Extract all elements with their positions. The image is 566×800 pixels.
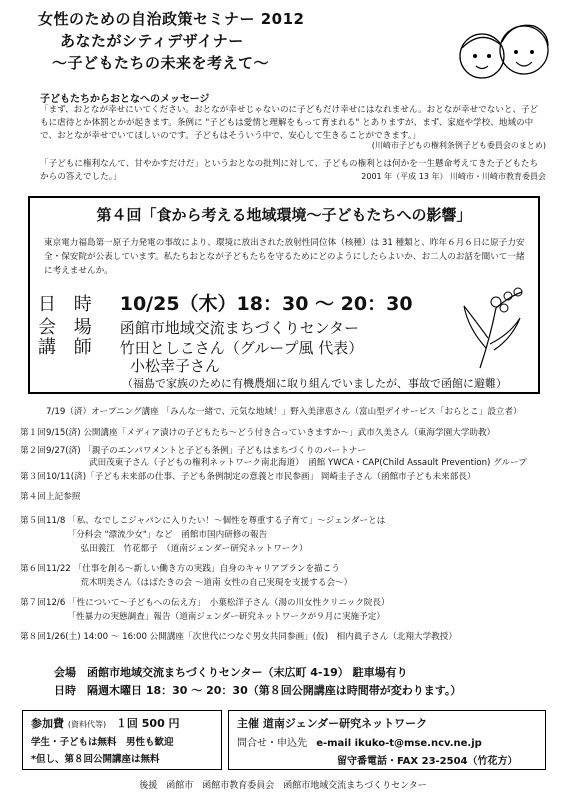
schedule-row [20, 562, 340, 574]
schedule-row [20, 405, 522, 417]
schedule-session-text: 弘田義江 竹花都子 （道南ジェンダー研究ネットワーク） [46, 544, 308, 554]
schedule-row [20, 456, 527, 468]
support-line: 後援 函館市 函館市教育委員会 函館市地域交流まちづくりセンター [139, 781, 427, 791]
fee-box [22, 710, 222, 770]
venue-info-line: 会場 函館市地域交流まちづくりセンター（末広町 4-19） 駐車場有り [54, 666, 408, 679]
fee-line3: *但し、第８回公開講座は無料 [31, 754, 160, 765]
schedule-session-number: 第１回 [20, 428, 46, 438]
lecturer-label: 講 師 [38, 337, 98, 358]
schedule-time-line: 日時 隔週木曜日 18：30 ～ 20：30（第８回公開講座は時間帯が変わります。） [54, 684, 462, 697]
date-label: 日 時 [38, 294, 98, 315]
schedule-row [20, 514, 385, 526]
schedule-session-number: 第２回 [20, 446, 46, 456]
schedule-session-text: 上記参照 [46, 492, 81, 502]
seminar-theme: ～子どもたちの未来を考えて～ [52, 54, 270, 72]
schedule-session-number: 第８回 [20, 632, 46, 642]
session4-description: 東京電力福島第一原子力発電の事故により、環境に放出された放射性同位体（核種）は 31 種類と、昨年６月６日に原子力安全・保安院が公表しています。私たちおとなが子どもたちを守るためにどのようにしたらよいか、お二人のお話を聞いて一緒に考えませんか。 [44, 238, 525, 276]
fee-label: 参加費 [31, 717, 64, 730]
fee-line2: 学生・子どもは無料 男性も歓迎 [31, 737, 174, 748]
schedule-session-text: 11/22 「仕事を創る～新しい働き方の実践」自身のキャリアプランを描こう [46, 564, 340, 574]
children-faces-illustration [452, 14, 552, 88]
schedule-row [20, 610, 385, 622]
lecturer-1: 竹田としこさん（グループ風 代表） [119, 339, 364, 357]
schedule-session-text: 7/19（済）オープニング講座 「みんな一緒で、元気な地域！」野入美津恵さん（富山型デイサービス「おらとこ」設立者） [46, 407, 522, 417]
lecturer-2: 小松幸子さん [130, 357, 221, 375]
schedule-session-number: 第７回 [20, 598, 46, 608]
schedule-session-text: 9/15(済) 公開講座「メディア漬けの子どもたち～どう付き合っていきますか～」武市久美さん（東海学園大学助教） [46, 428, 496, 438]
contact-email[interactable]: e-mail ikuko-t@mse.ncv.ne.jp [316, 738, 482, 749]
contact-phone: 留守番電話・FAX 23-2504（竹花方） [337, 756, 518, 767]
schedule-row [20, 528, 267, 540]
fee-value: １回 500 円 [115, 717, 180, 730]
flower-illustration [460, 278, 532, 372]
schedule-session-text: 12/6 「性について～子どもへの伝え方」 小葉松洋子さん（湯の川女性クリニック院長） [46, 598, 390, 608]
schedule-session-number: 第６回 [20, 564, 46, 574]
schedule-row [20, 426, 495, 438]
schedule-row [20, 542, 308, 554]
fee-label-note: (資料代等) [67, 720, 107, 729]
session4-title: 第４回「食から考える地域環境～子どもたちへの影響」 [96, 206, 472, 224]
contact-label: 問合せ・申込先 [237, 738, 307, 749]
kids-quote-2: 「子どもに権利なんて、甘やかすだけだ」というおとなの批判に対して、子どもの権利とは何かを一生懸命考えてきた子どもたちからの答えでした。」 [40, 159, 539, 182]
schedule-row [20, 596, 390, 608]
schedule-session-text: 武田茂東子さん（子どもの権利ネットワーク南北海道） 函館 YWCA・CAP(Child Assault Prevention) グループ [46, 458, 527, 468]
kids-message-label: 子どもたちからおとなへのメッセージ [40, 94, 210, 105]
venue-value: 函館市地域交流まちづくりセンター [119, 319, 359, 337]
organizer-box [228, 710, 546, 770]
kids-quote: 「まず、おとなが幸せにいてください。おとなが幸せじゃないのに子どもだけ幸せにはなれません。おとなが幸せでないと、子どもに虐待とか体罰とかが起きます。条例に "子どもは愛情と理解をもって育まれる" とありますが、まず、家庭や学校、地域の中で、おとなが幸せでいてほしいのです。子どもはそういう中で、安心して生きることができます。」 [40, 105, 539, 141]
date-value: 10/25（木）18：30 ～ 20：30 [119, 293, 413, 315]
schedule-session-text: 1/26(土) 14:00 ～ 16:00 公開講座「次世代につなぐ男女共同参画」(仮) 相内眞子さん（北翔大学教授） [46, 632, 457, 642]
schedule-session-number: 第４回 [20, 492, 46, 502]
schedule-row [20, 470, 476, 482]
schedule-row [20, 576, 352, 588]
quote-source-2: 2001 年（平成 13 年） 川崎市・川崎市教育委員会 [361, 172, 546, 181]
quote-source: (川崎市子どもの権利条例子ども委員会のまとめ) [371, 141, 546, 150]
seminar-subtitle: あなたがシティデザイナー [60, 32, 244, 50]
schedule-session-text: 「性暴力の実態調査」報告（道南ジェンダー研究ネットワークが９月に実施予定） [46, 612, 385, 622]
organizer-label: 主催 道南ジェンダー研究ネットワーク [237, 717, 428, 730]
schedule-session-text: 「分科会 "漂流少女"」など 函館市国内研修の報告 [46, 530, 268, 540]
schedule-row [20, 444, 366, 456]
seminar-title: 女性のための自治政策セミナー 2012 [38, 10, 305, 28]
schedule-session-text: 荒木明美さん（はばたきの会 ～道南 女性の自己実現を支援する会～） [46, 578, 353, 588]
lecturer-2-note: （福島で家族のために有機農畑に取り組んでいましたが、事故で函館に避難） [122, 377, 507, 390]
schedule-session-text: 11/8 「私、なでしこジャパンに入りたい！～個性を尊重する子育て」～ジェンダーとは [46, 516, 386, 526]
venue-label: 会 場 [38, 317, 98, 338]
date-row [38, 289, 413, 316]
schedule-session-text: 10/11(済)「子ども未来部の仕事、子ども条例制定の意義と市民参画」 岡崎圭子さん（函館市子ども未来部長） [46, 472, 476, 482]
schedule-row [20, 490, 80, 502]
schedule-row [20, 630, 457, 642]
schedule-session-text: 9/27(済) 「親子のエンパワメントと子ども条例」子どもはまちづくりのパートナー [46, 446, 366, 456]
schedule-session-number: 第５回 [20, 516, 46, 526]
schedule-session-number: 第３回 [20, 472, 46, 482]
